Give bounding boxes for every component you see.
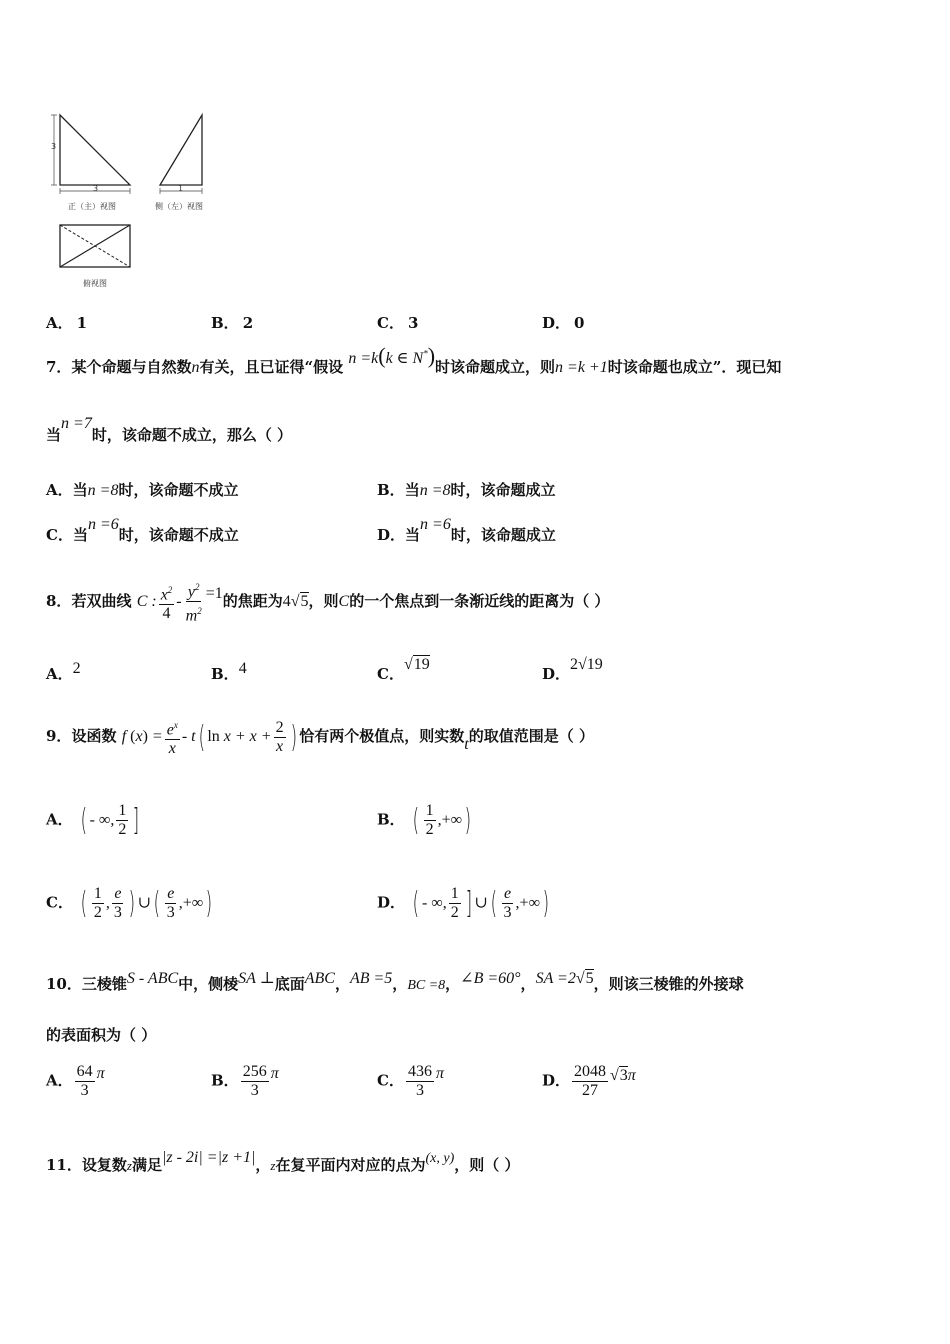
- q7-option-a[interactable]: A．当n =8时，该命题不成立: [46, 481, 239, 499]
- q7-option-b[interactable]: B．当n =8时，该命题成立: [377, 481, 556, 499]
- q9-option-c[interactable]: C． ( $\frac{1}{2}$ , $\frac{e}{3}$ ) ∪( $\frac{e}{3}$ ,+∞): [46, 885, 213, 921]
- q6-option-b[interactable]: B． 2: [211, 314, 254, 332]
- q8-option-c[interactable]: C．√19: [377, 656, 430, 683]
- q10-option-a[interactable]: A． $\frac{64}{3}$ π: [46, 1063, 105, 1099]
- q8-option-d[interactable]: D．2√19: [542, 656, 603, 683]
- q7-stem-line1: 7．某个命题与自然数n有关，且已证得“假设 n =k(k ∈ N*)时该命题成立，则n =k +1时该命题也成立”．现已知: [46, 343, 782, 376]
- front-height-label: 3: [51, 142, 57, 151]
- q11-stem: 11．设复数z满足|z - 2i| =|z +1|，z在复平面内对应的点为(x, y)，则（ ）: [46, 1149, 520, 1174]
- q7-option-d[interactable]: D．当n =6时，该命题成立: [377, 516, 556, 544]
- side-width-label: 1: [178, 184, 184, 193]
- side-view-caption: 侧（左）视图: [155, 202, 203, 211]
- top-view-caption: 俯视图: [83, 279, 107, 288]
- side-view-triangle: [160, 115, 202, 185]
- q10-stem-line2: 的表面积为（ ）: [46, 1026, 157, 1044]
- q7-stem-line2: 当n =7时，该命题不成立，那么（ ）: [46, 415, 293, 444]
- q8-stem: 8．若双曲线 C : $\frac{x^2}{4}$ - $\frac{y^2}{m^2}$ =1的焦距为4√5，则C的一个焦点到一条渐近线的距离为（ ）: [46, 578, 609, 626]
- q7-option-c[interactable]: C．当n =6时，该命题不成立: [46, 516, 239, 544]
- q6-option-a[interactable]: A． 1: [46, 314, 88, 332]
- q10-stem-line1: 10．三棱锥S - ABC中，侧棱SA ⊥底面ABC，AB =5，BC =8，∠B =60°，SA =2√5，则该三棱锥的外接球: [46, 970, 744, 993]
- q10-option-d[interactable]: D． $\frac{2048}{27}$ √3π: [542, 1063, 636, 1099]
- front-view-caption: 正（主）视图: [68, 202, 116, 211]
- q10-option-c[interactable]: C． $\frac{436}{3}$ π: [377, 1063, 444, 1099]
- q6-option-c[interactable]: C． 3: [377, 314, 419, 332]
- front-view-triangle: [60, 115, 130, 185]
- three-view-figure: [40, 105, 230, 295]
- q6-option-d[interactable]: D． 0: [542, 314, 585, 332]
- front-width-label: 3: [93, 184, 99, 193]
- q9-option-d[interactable]: D． ( - ∞, $\frac{1}{2}$ ] ∪( $\frac{e}{3}$ ,+∞): [377, 885, 550, 921]
- q8-option-a[interactable]: A．2: [46, 660, 81, 683]
- q10-option-b[interactable]: B． $\frac{256}{3}$ π: [211, 1063, 279, 1099]
- q9-stem: 9．设函数 f (x) = $\frac{e^x}{x}$ - t( ln x + x + $\frac{2}{x}$ ) 恰有两个极值点，则实数t的取值范围是（ ）: [46, 716, 594, 758]
- q9-option-a[interactable]: A． ( - ∞, $\frac{1}{2}$ ]: [46, 802, 140, 838]
- q8-option-b[interactable]: B．4: [211, 660, 247, 683]
- q9-option-b[interactable]: B． ( $\frac{1}{2}$ ,+∞): [377, 802, 472, 838]
